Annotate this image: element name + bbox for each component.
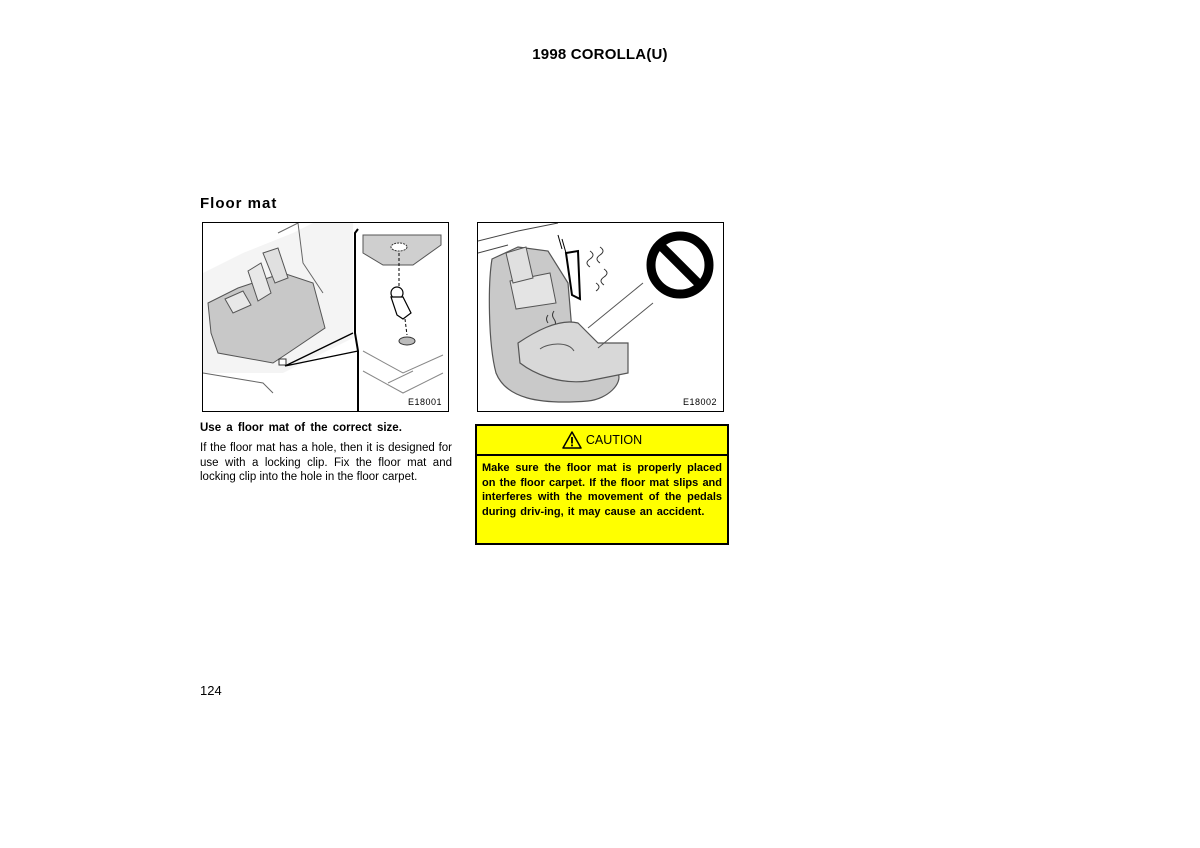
body-paragraph: If the floor mat has a hole, then it is designed for use with a locking clip. Fix the floor mat and locking clip into the hole in the floor carpet. [200, 442, 452, 483]
section-title: Floor mat [200, 195, 278, 212]
subheading: Use a floor mat of the correct size. [200, 422, 402, 434]
figure-code: E18001 [407, 397, 442, 407]
figure-code: E18002 [682, 397, 717, 407]
caution-header [477, 426, 727, 456]
caution-text: Make sure the floor mat is properly placed on the floor carpet. If the floor mat slips and interferes with the movement of the pedals during driv-ing, it may cause an accident. [482, 462, 722, 518]
warning-triangle-icon [562, 431, 582, 449]
caution-box [475, 424, 729, 545]
caution-label: CAUTION [585, 433, 643, 447]
floor-mat-locking-clip-illustration [202, 222, 449, 412]
page-header-title: 1998 COROLLA(U) [532, 46, 668, 63]
floor-mat-pedal-interference-illustration [477, 222, 724, 412]
page-number: 124 [200, 683, 222, 698]
